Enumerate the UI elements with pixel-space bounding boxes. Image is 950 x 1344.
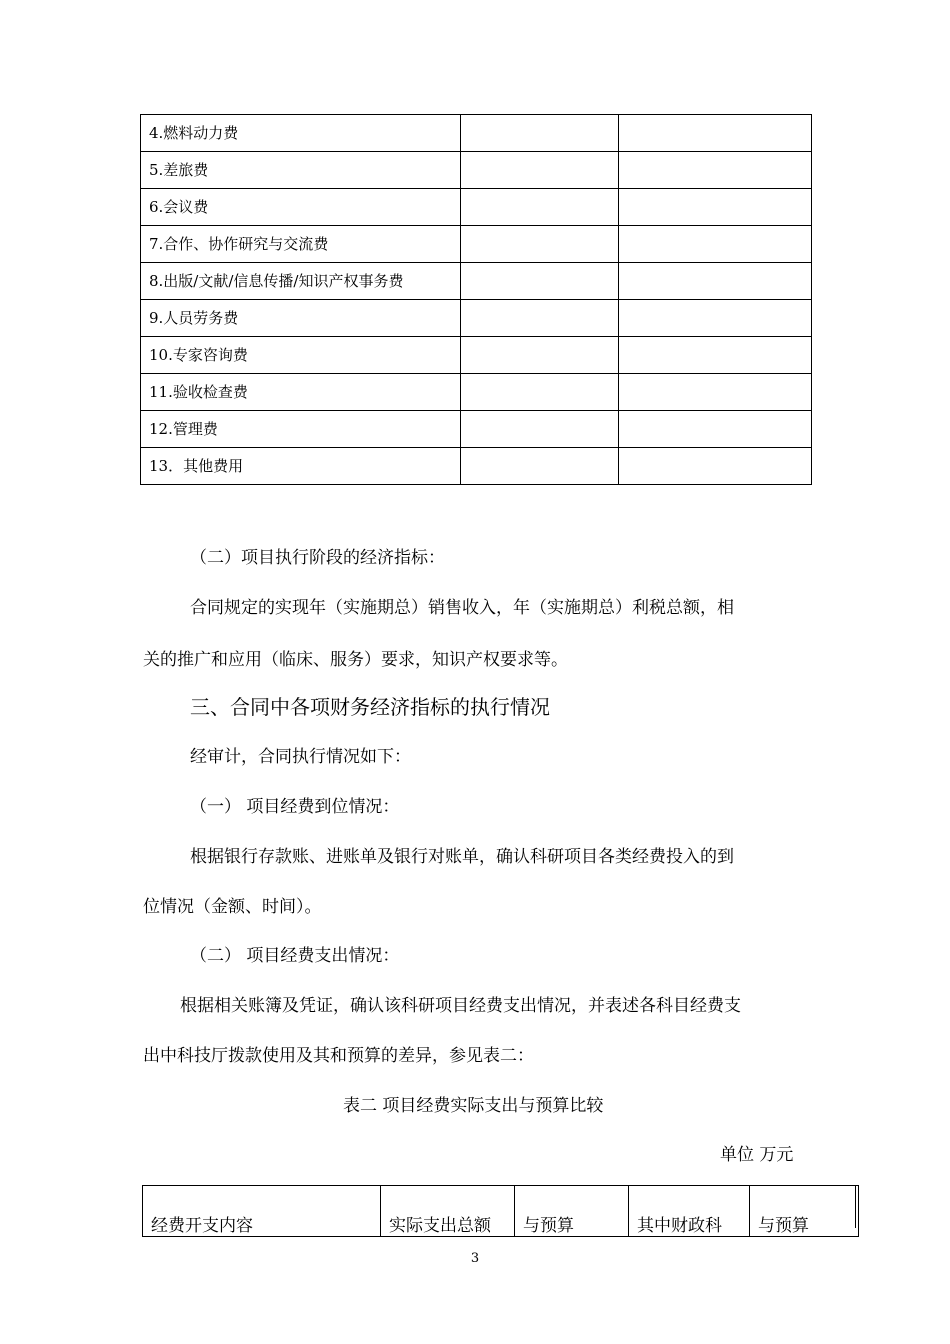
paragraph-line: 位情况（金额、时间）。	[143, 897, 322, 917]
table-cell	[461, 411, 619, 448]
expense-item-label: 9.人员劳务费	[141, 300, 461, 337]
table-cell	[461, 115, 619, 152]
table-row	[141, 189, 812, 226]
table-cell	[461, 226, 619, 263]
table-row	[141, 115, 812, 152]
table-cell	[619, 263, 812, 300]
paragraph-line: 经审计，合同执行情况如下：	[190, 747, 411, 767]
expense-item-label: 12.管理费	[141, 411, 461, 448]
expense-item-label: 7.合作、协作研究与交流费	[141, 226, 461, 263]
expense-item-label: 5.差旅费	[141, 152, 461, 189]
table-row	[141, 337, 812, 374]
table-row	[141, 374, 812, 411]
table-header-row	[143, 1186, 859, 1237]
subsection-title: （二） 项目经费支出情况：	[190, 946, 400, 966]
table-row	[141, 300, 812, 337]
paragraph-line: 根据银行存款账、进账单及银行对账单，确认科研项目各类经费投入的到	[190, 847, 734, 867]
section3-heading: 三、合同中各项财务经济指标的执行情况	[190, 695, 550, 719]
table-cell	[461, 152, 619, 189]
column-header: 其中财政科	[629, 1186, 750, 1237]
table2-caption: 表二 项目经费实际支出与预算比较	[343, 1096, 604, 1116]
expense-item-label: 8.出版/文献/信息传播/知识产权事务费	[141, 263, 461, 300]
expense-item-label: 11.验收检查费	[141, 374, 461, 411]
table-cell	[461, 337, 619, 374]
table-cell	[461, 263, 619, 300]
table-row	[141, 448, 812, 485]
unit-label: 单位 万元	[720, 1145, 794, 1165]
expense-item-label: 6.会议费	[141, 189, 461, 226]
column-header: 实际支出总额	[381, 1186, 515, 1237]
table-cell	[461, 300, 619, 337]
expense-comparison-table	[142, 1185, 859, 1237]
table-cell	[619, 374, 812, 411]
table-row	[141, 411, 812, 448]
paragraph-line: 根据相关账簿及凭证，确认该科研项目经费支出情况，并表述各科目经费支	[180, 996, 741, 1016]
table-cell	[619, 448, 812, 485]
paragraph-line: 关的推广和应用（临床、服务）要求，知识产权要求等。	[143, 650, 568, 670]
table-row	[141, 263, 812, 300]
section2-title: （二）项目执行阶段的经济指标：	[190, 548, 445, 568]
expense-item-label: 10.专家咨询费	[141, 337, 461, 374]
expense-item-label: 13．其他费用	[141, 448, 461, 485]
table-cell	[619, 411, 812, 448]
page-number: 3	[470, 1251, 480, 1266]
table-cell	[461, 448, 619, 485]
paragraph-line: 合同规定的实现年（实施期总）销售收入，年（实施期总）利税总额，相	[190, 598, 734, 618]
table-border-line	[855, 1185, 856, 1228]
expense-item-label: 4.燃料动力费	[141, 115, 461, 152]
table-cell	[619, 115, 812, 152]
table-cell	[619, 300, 812, 337]
table-cell	[461, 374, 619, 411]
column-header: 与预算	[515, 1186, 629, 1237]
column-header: 与预算	[750, 1186, 859, 1237]
subsection-title: （一） 项目经费到位情况：	[190, 797, 400, 817]
paragraph-line: 出中科技厅拨款使用及其和预算的差异，参见表二：	[143, 1046, 534, 1066]
table-cell	[461, 189, 619, 226]
expense-items-table	[140, 114, 812, 485]
table-cell	[619, 337, 812, 374]
table-cell	[619, 152, 812, 189]
column-header: 经费开支内容	[143, 1186, 381, 1237]
table-row	[141, 226, 812, 263]
table-cell	[619, 189, 812, 226]
table-cell	[619, 226, 812, 263]
table-row	[141, 152, 812, 189]
